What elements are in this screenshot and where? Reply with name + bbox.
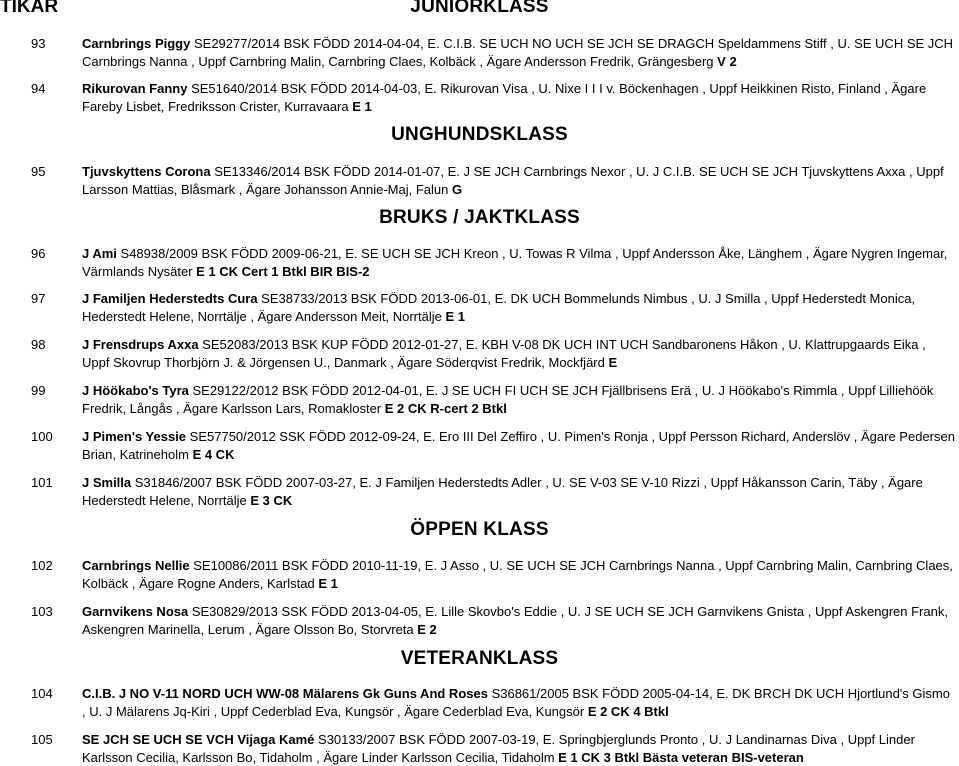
entry-number: 99 (31, 383, 46, 398)
entry-body (82, 336, 956, 371)
section-title-oppen-klass: ÖPPEN KLASS (410, 519, 549, 540)
dog-name: Garnvikens Nosa (82, 604, 189, 619)
entry-number: 100 (31, 429, 53, 444)
result: E 1 (352, 98, 372, 114)
dog-name: Tjuvskyttens Corona (82, 164, 211, 179)
entry-details: SE10086/2011 BSK FÖDD 2010-11-19, E. J Asso , U. SE UCH SE JCH Carnbrings Nanna , Uppf Carnbring Malin, Carnbring Claes, Kolbäck , Ägare Rogne Anders, Karlstad (82, 558, 953, 591)
entry-details: SE51640/2014 BSK FÖDD 2014-04-03, E. Rikurovan Visa , U. Nixe I I I v. Böckenhagen , Uppf Heikkinen Risto, Finland , Ägare Fareby Lisbet, Fredriksson Crister, Kurravaara (82, 81, 927, 114)
entry-number: 105 (31, 732, 53, 747)
entry-details: SE13346/2014 BSK FÖDD 2014-01-07, E. J SE JCH Carnbrings Nexor , U. J C.I.B. SE UCH SE JCH Tjuvskyttens Axxa , Uppf Larsson Mattias, Blåsmark , Ägare Johansson Annie-Maj, Falun (82, 164, 944, 197)
entry-number: 93 (31, 36, 46, 51)
result: E 1 (445, 308, 465, 324)
entry-body (82, 245, 956, 280)
dog-name: J Smilla (82, 475, 132, 490)
section-title-juniorklass: JUNIORKLASS (410, 0, 549, 17)
entry-body (82, 382, 956, 417)
dog-name: Carnbrings Nellie (82, 558, 190, 573)
entry-number: 103 (31, 604, 53, 619)
dog-name: J Ami (82, 246, 117, 261)
result: E 2 CK R-cert 2 Btkl (384, 400, 507, 416)
dog-name: J Pimen's Yessie (82, 429, 187, 444)
dog-name: Carnbrings Piggy (82, 36, 191, 51)
result: V 2 (717, 53, 737, 69)
entry-body (82, 474, 956, 509)
entry-number: 96 (31, 246, 46, 261)
entry-number: 94 (31, 81, 46, 96)
result: E 1 (318, 575, 338, 591)
entry-details: S30133/2007 BSK FÖDD 2007-03-19, E. Springbjerglunds Pronto , U. J Landinarnas Diva , Uppf Linder Karlsson Cecilia, Karlsson Bo, Tidaholm , Ägare Linder Karlsson Cecilia, Tidaholm (82, 732, 915, 765)
entry-body (82, 428, 956, 463)
entry-body (82, 557, 956, 592)
result: G (451, 181, 463, 197)
dog-name: SE JCH SE UCH SE VCH Vijaga Kamé (82, 732, 315, 747)
dog-name: J Frensdrups Axxa (82, 337, 199, 352)
entry-number: 98 (31, 337, 46, 352)
entry-number: 104 (31, 686, 53, 701)
entry-body (82, 603, 956, 638)
result: E 1 CK Cert 1 Btkl BIR BIS-2 (196, 263, 370, 279)
dog-name: C.I.B. J NO V-11 NORD UCH WW-08 Mälarens Gk Guns And Roses (82, 686, 488, 701)
result: E 2 CK 4 Btkl (587, 703, 669, 719)
section-title-veteranklass: VETERANKLASS (400, 648, 559, 669)
result: E 2 (417, 621, 437, 637)
entry-details: SE30829/2013 SSK FÖDD 2013-04-05, E. Lille Skovbo's Eddie , U. J SE UCH SE JCH Garnvikens Gnista , Uppf Askengren Frank, Askengren Marinella, Lerum , Ägare Olsson Bo, Storvreta (82, 604, 948, 637)
result: E 3 CK (250, 492, 293, 508)
entry-details: S36861/2005 BSK FÖDD 2005-04-14, E. DK BRCH DK UCH Hjortlund's Gismo , U. J Mälarens Jq-Kiri , Uppf Cederblad Eva, Kungsör , Ägare Cederblad Eva, Kungsör (82, 686, 950, 719)
entry-details: SE52083/2013 BSK KUP FÖDD 2012-01-27, E. KBH V-08 DK UCH INT UCH Sandbaronens Håkon , U. Klattrupgaards Eika , Uppf Skovrup Thorbjörn J. & Jörgensen U., Danmark , Ägare Söderqvist Fredrik, Mockfjärd (82, 337, 926, 370)
entry-body (82, 731, 956, 766)
section-title-bruks-jaktklass: BRUKS / JAKTKLASS (379, 207, 580, 228)
result: E 1 CK 3 Btkl Bästa veteran BIS-veteran (558, 749, 804, 765)
entry-number: 102 (31, 558, 53, 573)
entry-body (82, 163, 956, 198)
dog-name: Rikurovan Fanny (82, 81, 188, 96)
entry-body (82, 685, 956, 720)
entry-details: S31846/2007 BSK FÖDD 2007-03-27, E. J Familjen Hederstedts Adler , U. SE V-03 SE V-10 Rizzi , Uppf Håkansson Carin, Täby , Ägare Hederstedt Helene, Norrtälje (82, 475, 923, 508)
entry-details: SE29122/2012 BSK FÖDD 2012-04-01, E. J SE UCH FI UCH SE JCH Fjällbrisens Erä , U. J Höökabo's Rimmla , Uppf Lilliehöök Fredrik, Långås , Ägare Karlsson Lars, Romakloster (82, 383, 934, 416)
breed-title: TIKAR (0, 0, 59, 17)
entry-details: SE38733/2013 BSK FÖDD 2013-06-01, E. DK UCH Bommelunds Nimbus , U. J Smilla , Uppf Hederstedt Monica, Hederstedt Helene, Norrtälje , Ägare Andersson Meit, Norrtälje (82, 291, 916, 324)
result: E 4 CK (192, 446, 235, 462)
dog-name: J Höökabo's Tyra (82, 383, 189, 398)
result: E (608, 354, 618, 370)
entry-body (82, 35, 956, 70)
entry-body (82, 290, 956, 325)
section-title-unghundsklass: UNGHUNDSKLASS (391, 124, 568, 145)
dog-name: J Familjen Hederstedts Cura (82, 291, 258, 306)
entry-details: SE57750/2012 SSK FÖDD 2012-09-24, E. Ero III Del Zeffiro , U. Pimen's Ronja , Uppf Persson Richard, Anderslöv , Ägare Pedersen Brian, Katrineholm (82, 429, 955, 462)
entry-body (82, 80, 956, 115)
entry-details: SE29277/2014 BSK FÖDD 2014-04-04, E. C.I.B. SE UCH NO UCH SE JCH SE DRAGCH Speldammens Stiff , U. SE UCH SE JCH Carnbrings Nanna , Uppf Carnbring Malin, Carnbring Claes, Kolbäck , Ägare Andersson Fredrik, Grängesberg (82, 36, 954, 69)
entry-number: 95 (31, 164, 46, 179)
entry-number: 101 (31, 475, 53, 490)
entry-details: S48938/2009 BSK FÖDD 2009-06-21, E. SE UCH SE JCH Kreon , U. Towas R Vilma , Uppf Andersson Åke, Länghem , Ägare Nygren Ingemar, Värmlands Nysäter (82, 246, 948, 279)
entry-number: 97 (31, 291, 46, 306)
